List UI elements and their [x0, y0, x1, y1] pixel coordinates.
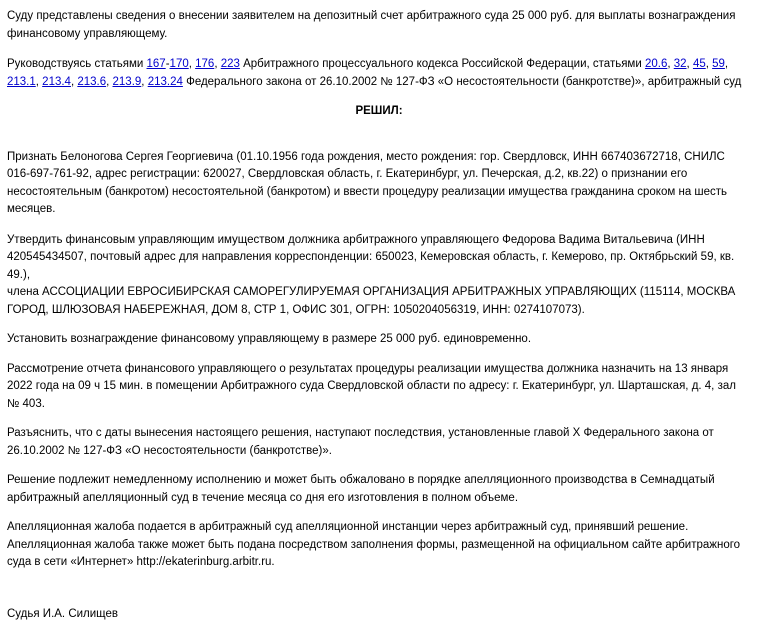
apk-code-text: Арбитражного процессуального кодекса Российской Федерации, статьями — [240, 58, 645, 70]
law-article-link[interactable]: 213.24 — [148, 76, 183, 88]
law-article-link[interactable]: 32 — [674, 58, 687, 70]
execution-paragraph: Решение подлежит немедленному исполнению и может быть обжаловано в порядке апелляционного производства в Семнадцатый арбитражный апелляционный суд в течение месяца со дня его изготовления в полном объеме. — [7, 472, 751, 507]
report-hearing-paragraph: Рассмотрение отчета финансового управляющего о результатах процедуры реализации имущества должника назначить на 13 января 2022 года на 09 ч 15 мин. в помещении Арбитражного суда Свердловской области по адресу: г. Екатеринбург, ул. Шарташская, д. 4, зал № 403. — [7, 361, 751, 414]
decision-heading: РЕШИЛ: — [7, 103, 751, 121]
guided-prefix: Руководствуясь статьями — [7, 58, 147, 70]
law-article-link[interactable]: 59 — [712, 58, 725, 70]
law-article-link[interactable]: 213.9 — [113, 76, 142, 88]
recognize-text: Признать Белоногова Сергея Георгиевича (01.10.1956 года рождения, место рождения: гор. Свердловск, ИНН 667403672718, СНИЛС 016-697-761-92, адрес регистрации: 620027, Свердловская область, г. Екатеринбург, ул. Печерская, д.2, кв.22) о признании его несостоятельным (банкротом) несостоятельной (банкротом) и ввести процедуру реализации имущества гражданина сроком на шесть — [7, 151, 727, 198]
court-decision-document — [7, 8, 751, 623]
law-article-link[interactable]: 20.6 — [645, 58, 667, 70]
approve-tail: члена АССОЦИАЦИИ ЕВРОСИБИРСКАЯ САМОРЕГУЛИРУЕМАЯ ОРГАНИЗАЦИЯ АРБИТРАЖНЫХ УПРАВЛЯЮЩИХ (115114, МОСКВА ГОРОД, ШЛЮЗОВАЯ НАБЕРЕЖНАЯ, ДОМ 8, СТР 1, ОФИС 301, ОГРН: 1050204056319, ИНН: 0274107073). — [7, 286, 735, 316]
appeal-text-1: Апелляционная жалоба подается в арбитражный суд апелляционной инстанции через арбитражный суд, принявший решение. — [7, 521, 688, 533]
apk-article-link[interactable]: 167 — [147, 58, 166, 70]
appeal-paragraph — [7, 519, 751, 572]
apk-article-link[interactable]: 170 — [170, 58, 189, 70]
appeal-text-2: Апелляционная жалоба также может быть подана посредством заполнения формы, размещенной на официальном сайте арбитражного суда в сети «Интернет» http://ekaterinburg.arbitr.ru. — [7, 539, 740, 569]
guided-by-paragraph: Руководствуясь статьями 167-170, 176, 223 Арбитражного процессуального кодекса Российской Федерации, статьями 20.6, 32, 45, 59, 213.1, 213.4, 213.6, 213.9, 213.24 Федерального закона от 26.10.2002 № 127-ФЗ «О несостоятельности (банкротстве)», арбитражный суд — [7, 56, 751, 91]
approve-manager-paragraph — [7, 232, 751, 320]
law-text: Федерального закона от 26.10.2002 № 127-ФЗ «О несостоятельности (банкротстве)», арбитражный суд — [183, 76, 741, 88]
law-article-link[interactable]: 213.6 — [77, 76, 106, 88]
apk-article-link[interactable]: 176 — [195, 58, 214, 70]
law-article-link[interactable]: 213.4 — [42, 76, 71, 88]
fee-paragraph: Установить вознаграждение финансовому управляющему в размере 25 000 руб. единовременно. — [7, 331, 751, 349]
law-article-link[interactable]: 45 — [693, 58, 706, 70]
approve-text: Утвердить финансовым управляющим имуществом должника арбитражного управляющего Федорова Вадима Витальевича (ИНН 420545434507, почтовый адрес для направления корреспонденции: 650023, Кемеровская область, г. Кемерово, пр. Октябрьский 59, кв. 49.), — [7, 234, 734, 281]
deposit-paragraph: Суду представлены сведения о внесении заявителем на депозитный счет арбитражного суда 25 000 руб. для выплаты вознаграждения финансовому управляющему. — [7, 8, 751, 43]
recognize-paragraph — [7, 149, 751, 219]
explain-paragraph: Разъяснить, что с даты вынесения настоящего решения, наступают последствия, установленные главой X Федерального закона от 26.10.2002 № 127-ФЗ «О несостоятельности (банкротстве)». — [7, 425, 751, 460]
judge-signature: Судья И.А. Силищев — [7, 606, 751, 623]
recognize-tail: месяцев. — [7, 203, 55, 215]
apk-article-link[interactable]: 223 — [221, 58, 240, 70]
law-article-link[interactable]: 213.1 — [7, 76, 36, 88]
